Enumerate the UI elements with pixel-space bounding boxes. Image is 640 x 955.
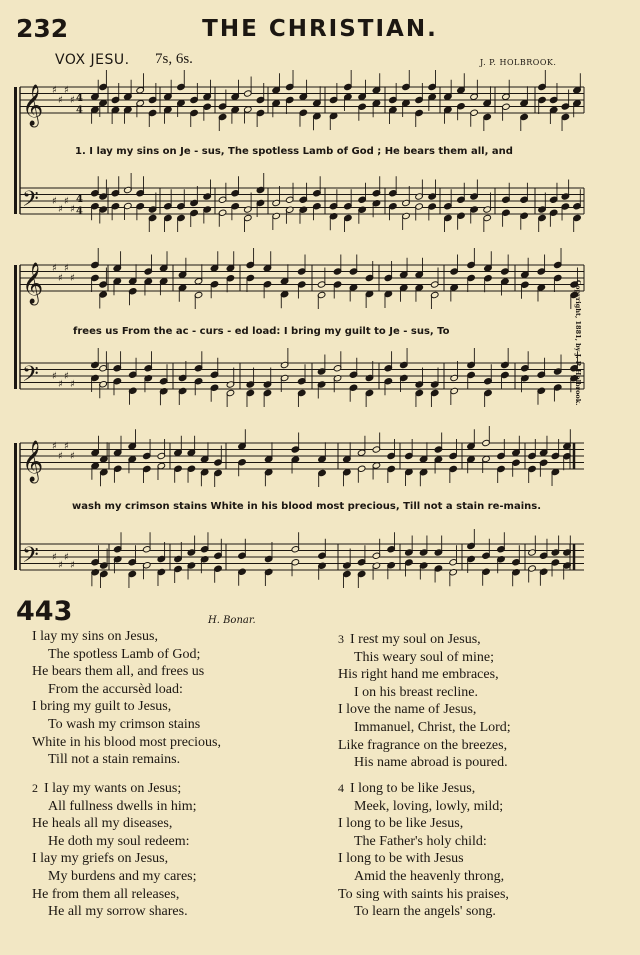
lyric-line-2: frees us From the ac - curs - ed load: I bring my guilt to Je - sus, To [73,326,450,337]
lyric-line-3: wash my crimson stains White in his blood most precious, Till not a stain re-mains. [72,501,542,512]
stanza-line: I love the name of Jesus, [338,702,477,718]
treble-clef-icon: 𝄞 [22,263,44,304]
stanza-line: My burdens and my cares; [48,868,197,884]
hymn-number: 443 [16,596,73,627]
stanza-line: I bring my guilt to Jesus, [32,699,172,715]
stanza-line: To learn the angels' song. [354,904,496,920]
stanza-4 [338,780,509,921]
stanza-line: He heals all my diseases, [32,816,173,832]
stanza-line: 3 I rest my soul on Jesus, [338,632,481,647]
stanza-line: His right hand me embraces, [338,667,499,683]
hymn-author: H. Bonar. [208,615,256,626]
treble-clef-icon: 𝄞 [22,441,44,482]
sharp-icon: ♯ [64,371,69,382]
sharp-icon: ♯ [52,263,57,274]
composer: J. P. HOLBROOK. [480,58,557,67]
treble-clef-icon: 𝄞 [22,85,44,126]
verse-number: 2 [32,781,38,795]
stanza-line: Immanuel, Christ, the Lord; [354,719,511,735]
bass-clef-icon: 𝄢 [22,362,39,392]
stanza-line: He from them all releases, [32,886,180,902]
verse-number: 3 [338,632,344,646]
sharp-icon: ♯ [70,379,75,390]
copyright-note: Copyright, 1881, by J. P. Holbrook. [574,280,582,406]
stanza-line: I long to be like Jesus, [338,816,464,832]
sharp-icon: ♯ [58,95,63,106]
time-signature: 4 [76,206,83,217]
stanza-line: Like fragrance on the breezes, [338,737,508,753]
stanza-line: I lay my griefs on Jesus, [32,851,169,867]
stanza-3 [338,631,511,772]
stanza-1 [32,628,221,769]
sharp-icon: ♯ [64,263,69,274]
stanza-line: The Father's holy child: [354,833,487,849]
stanza-line: I lay my sins on Jesus, [32,629,158,644]
stanza-line: This weary soul of mine; [354,649,494,665]
stanza-line: The spotless Lamb of God; [48,646,201,662]
page-number: 232 [16,14,69,43]
stanza-line: To wash my crimson stains [48,716,201,732]
lyric-line-1: 1. I lay my sins on Je - sus, The spotless Lamb of God ; He bears them all, and [75,146,513,157]
running-title: THE CHRISTIAN. [202,16,438,42]
stanza-line: He bears them all, and frees us [32,664,205,680]
system-bracket [14,87,17,214]
sharp-icon: ♯ [64,552,69,563]
sharp-icon: ♯ [52,552,57,563]
stanza-line: His name abroad is poured. [354,755,508,771]
stanza-line: Amid the heavenly throng, [354,868,505,884]
time-signature: 4 [76,93,83,104]
time-signature: 4 [76,105,83,116]
sharp-icon: ♯ [70,204,75,215]
sharp-icon: ♯ [52,371,57,382]
sharp-icon: ♯ [52,441,57,452]
meter: 7s, 6s. [155,51,193,67]
sharp-icon: ♯ [58,379,63,390]
bass-clef-icon: 𝄢 [22,543,39,573]
stanza-line: To sing with saints his praises, [338,886,509,902]
stanza-line: Meek, loving, lowly, mild; [354,798,504,814]
stanza-line: I on his breast recline. [354,684,479,700]
stanza-line: Till not a stain remains. [48,752,181,768]
sharp-icon: ♯ [64,85,69,96]
stanza-2 [32,780,197,921]
stanza-line: From the accursèd load: [48,681,183,697]
sharp-icon: ♯ [58,273,63,284]
system-bracket [14,443,17,570]
stanza-line: White in his blood most precious, [32,734,221,750]
sharp-icon: ♯ [64,196,69,207]
stanza-line: He doth my soul redeem: [48,833,190,849]
sharp-icon: ♯ [52,196,57,207]
stanza-line: 4 I long to be like Jesus, [338,781,476,796]
system-bracket [14,265,17,389]
sharp-icon: ♯ [58,451,63,462]
stanza-line: I long to be with Jesus [338,851,464,867]
time-signature: 4 [76,194,83,205]
tune-name: VOX JESU. [55,52,130,68]
sharp-icon: ♯ [58,204,63,215]
sharp-icon: ♯ [70,95,75,106]
bass-clef-icon: 𝄢 [22,187,39,217]
sharp-icon: ♯ [70,560,75,571]
sharp-icon: ♯ [70,273,75,284]
sharp-icon: ♯ [64,441,69,452]
sharp-icon: ♯ [70,451,75,462]
verse-number: 4 [338,781,344,795]
stanza-line: 2 I lay my wants on Jesus; [32,781,182,796]
stanza-line: All fullness dwells in him; [48,798,197,814]
stanza-line: He all my sorrow shares. [48,904,188,920]
sharp-icon: ♯ [58,560,63,571]
sharp-icon: ♯ [52,85,57,96]
